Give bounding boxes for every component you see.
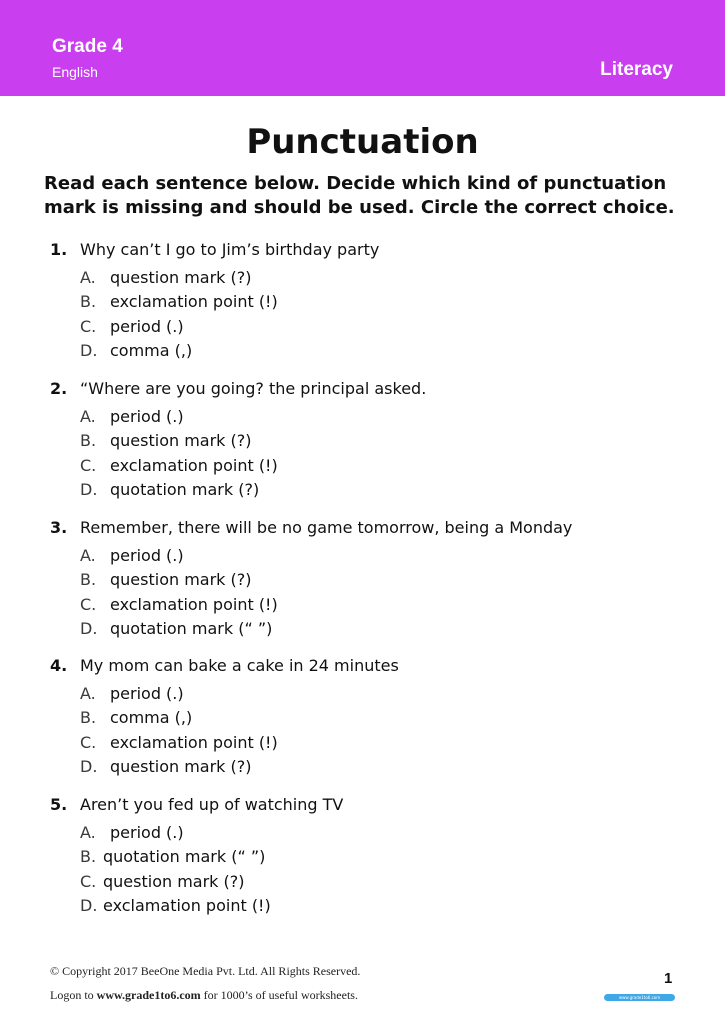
option-letter: B. — [80, 431, 97, 451]
option-d[interactable] — [80, 896, 690, 920]
option-a[interactable] — [80, 684, 690, 708]
option-text: exclamation point (!) — [110, 594, 278, 614]
option-letter: D. — [80, 618, 98, 638]
instructions: Read each sentence below. Decide which kind of punctuation mark is missing and should be used. Circle the correct choice. — [44, 173, 675, 218]
option-text: exclamation point (!) — [103, 895, 271, 915]
option-letter: D. — [80, 895, 98, 915]
option-letter: A. — [80, 684, 96, 703]
option-text: period (.) — [110, 407, 184, 426]
question-2 — [50, 379, 690, 504]
logon-prefix: Logon to — [50, 988, 94, 1002]
option-text: period (.) — [110, 684, 184, 703]
option-letter: C. — [80, 455, 97, 475]
option-text: comma (,) — [110, 340, 193, 360]
option-text: exclamation point (!) — [110, 455, 278, 475]
option-text: quotation mark (“ ”) — [110, 618, 273, 638]
question-3 — [50, 518, 690, 643]
option-letter: C. — [80, 732, 97, 752]
option-text: period (.) — [110, 823, 184, 842]
option-letter: D. — [80, 340, 98, 360]
subject-label: English — [52, 64, 98, 80]
page-title: Punctuation — [246, 122, 479, 162]
option-d[interactable] — [80, 619, 690, 643]
option-text: question mark (?) — [110, 570, 252, 590]
question-number: 4. — [50, 656, 68, 675]
option-letter: D. — [80, 756, 98, 776]
option-c[interactable] — [80, 595, 690, 619]
website-badge: www.grade1to6.com — [604, 994, 675, 1001]
option-d[interactable] — [80, 480, 690, 504]
option-text: period (.) — [110, 316, 184, 336]
question-1 — [50, 240, 690, 365]
option-b[interactable] — [80, 708, 690, 732]
option-text: comma (,) — [110, 708, 193, 728]
options-list — [80, 684, 690, 781]
page-number: 1 — [664, 970, 673, 987]
option-a[interactable] — [80, 823, 690, 847]
option-d[interactable] — [80, 757, 690, 781]
option-b[interactable] — [80, 292, 690, 316]
option-text: question mark (?) — [110, 431, 252, 451]
question-text: My mom can bake a cake in 24 minutes — [80, 656, 399, 675]
logon-line — [50, 988, 358, 1003]
option-a[interactable] — [80, 546, 690, 570]
question-number: 1. — [50, 240, 68, 259]
options-list — [80, 546, 690, 643]
option-text: period (.) — [110, 546, 184, 565]
question-number: 3. — [50, 518, 68, 537]
option-letter: B. — [80, 847, 97, 867]
option-text: quotation mark (?) — [110, 479, 260, 499]
question-text: Remember, there will be no game tomorrow, being a Monday — [80, 518, 573, 537]
option-a[interactable] — [80, 407, 690, 431]
option-text: question mark (?) — [103, 871, 245, 891]
option-letter: C. — [80, 594, 97, 614]
option-letter: A. — [80, 546, 96, 565]
option-letter: B. — [80, 570, 97, 590]
option-a[interactable] — [80, 268, 690, 292]
copyright-notice: © Copyright 2017 BeeOne Media Pvt. Ltd. All Rights Reserved. — [50, 964, 361, 978]
option-letter: A. — [80, 823, 96, 842]
website-link[interactable]: www.grade1to6.com — [96, 988, 201, 1002]
options-list — [80, 268, 690, 365]
header-banner — [0, 0, 725, 96]
option-b[interactable] — [80, 847, 690, 871]
options-list — [80, 407, 690, 504]
question-4 — [50, 656, 690, 781]
option-text: quotation mark (“ ”) — [103, 847, 266, 867]
option-letter: D. — [80, 479, 98, 499]
option-letter: B. — [80, 292, 97, 312]
option-b[interactable] — [80, 570, 690, 594]
question-text: Why can’t I go to Jim’s birthday party — [80, 240, 380, 259]
option-c[interactable] — [80, 456, 690, 480]
grade-label: Grade 4 — [52, 36, 123, 57]
option-text: question mark (?) — [110, 268, 252, 287]
options-list — [80, 823, 690, 920]
question-text: “Where are you going? the principal asked. — [80, 379, 427, 398]
option-text: exclamation point (!) — [110, 292, 278, 312]
option-letter: A. — [80, 407, 96, 426]
option-letter: A. — [80, 268, 96, 287]
option-text: question mark (?) — [110, 756, 252, 776]
category-label: Literacy — [600, 59, 673, 80]
question-number: 2. — [50, 379, 68, 398]
question-5 — [50, 795, 690, 920]
option-b[interactable] — [80, 431, 690, 455]
option-letter: B. — [80, 708, 97, 728]
option-c[interactable] — [80, 733, 690, 757]
option-c[interactable] — [80, 317, 690, 341]
option-d[interactable] — [80, 341, 690, 365]
option-letter: C. — [80, 871, 97, 891]
option-text: exclamation point (!) — [110, 732, 278, 752]
logon-suffix: for 1000’s of useful worksheets. — [203, 988, 358, 1002]
question-number: 5. — [50, 795, 68, 814]
option-c[interactable] — [80, 872, 690, 896]
option-letter: C. — [80, 316, 97, 336]
question-text: Aren’t you fed up of watching TV — [80, 795, 344, 814]
